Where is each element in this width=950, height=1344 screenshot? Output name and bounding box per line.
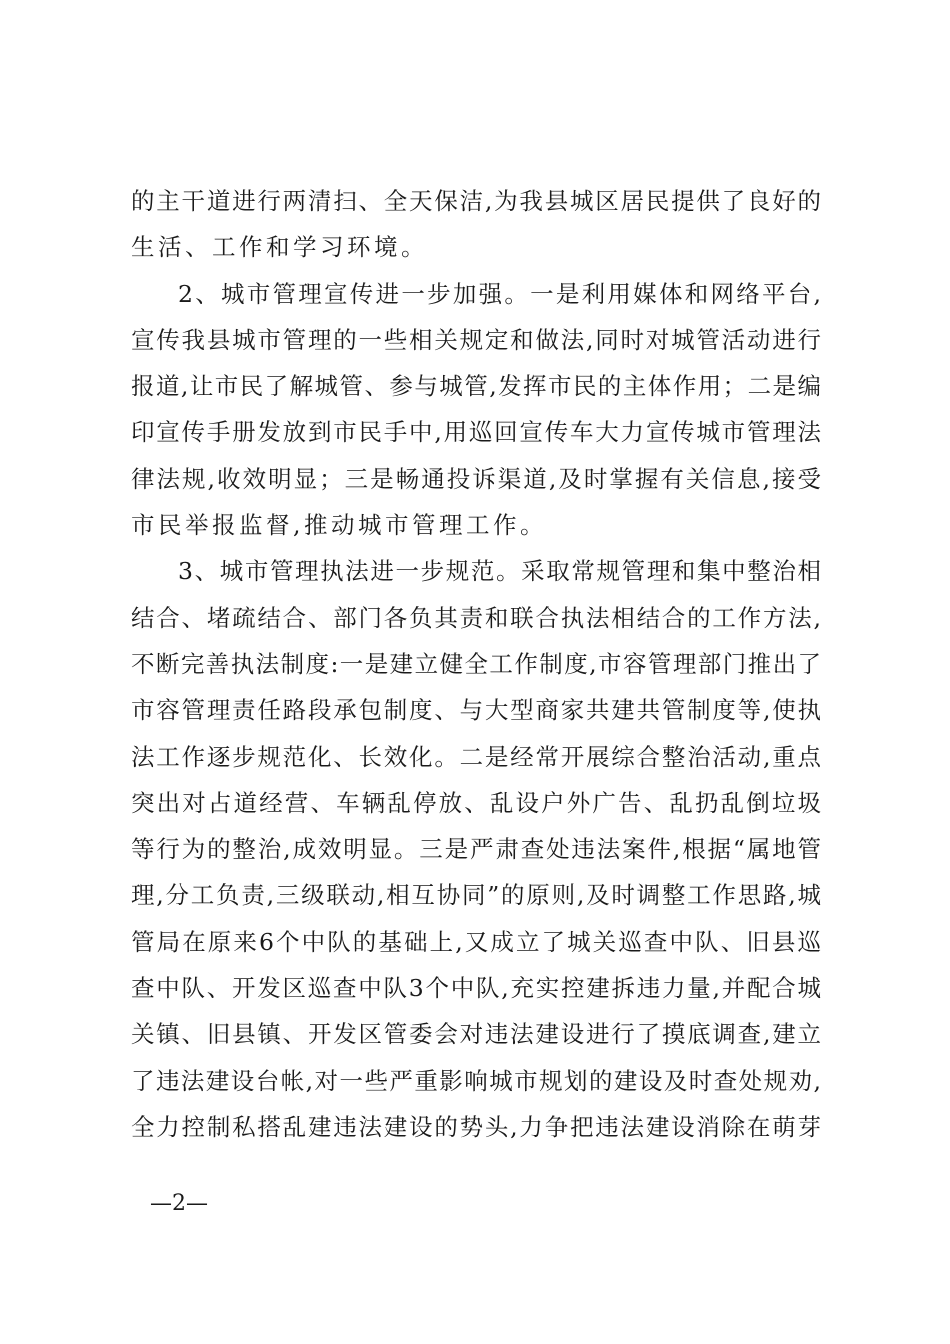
page-number: —2— [150,1191,208,1216]
text-line: 查中队、开发区巡查中队3个中队,充实控建拆违力量,并配合城 [131,974,821,1003]
text-line: 理,分工负责,三级联动,相互协同”的原则,及时调整工作思路,城 [131,881,821,910]
text-line: 律法规,收效明显；三是畅通投诉渠道,及时掌握有关信息,接受 [131,464,821,493]
body-text [131,178,821,1150]
text-line: 了违法建设台帐,对一些严重影响城市规划的建设及时查处规劝, [131,1066,821,1095]
text-line: 关镇、旧县镇、开发区管委会对违法建设进行了摸底调查,建立 [131,1020,821,1049]
text-line: 不断完善执法制度:一是建立健全工作制度,市容管理部门推出了 [131,649,821,678]
paragraph-start-line: 2、城市管理宣传进一步加强。一是利用媒体和网络平台, [178,279,821,308]
text-line: 等行为的整治,成效明显。三是严肃查处违法案件,根据“属地管 [131,835,821,864]
text-line: 的主干道进行两清扫、全天保洁,为我县城区居民提供了良好的 [131,187,821,215]
text-line: 全力控制私搭乱建违法建设的势头,力争把违法建设消除在萌芽 [131,1112,821,1141]
text-line: 宣传我县城市管理的一些相关规定和做法,同时对城管活动进行 [131,325,821,354]
text-line: 市民举报监督,推动城市管理工作。 [131,511,547,540]
text-line: 印宣传手册发放到市民手中,用巡回宣传车大力宣传城市管理法 [131,418,821,447]
text-line: 法工作逐步规范化、长效化。二是经常开展综合整治活动,重点 [131,742,821,771]
text-line: 结合、堵疏结合、部门各负其责和联合执法相结合的工作方法, [131,603,821,632]
text-line: 管局在原来6个中队的基础上,又成立了城关巡查中队、旧县巡 [131,927,821,956]
text-line: 市容管理责任路段承包制度、与大型商家共建共管制度等,使执 [131,696,821,725]
paragraph-start-line: 3、城市管理执法进一步规范。采取常规管理和集中整治相 [178,557,821,586]
text-line: 报道,让市民了解城管、参与城管,发挥市民的主体作用；二是编 [131,372,821,401]
text-line: 生活、工作和学习环境。 [131,233,428,262]
text-line: 突出对占道经营、车辆乱停放、乱设户外广告、乱扔乱倒垃圾 [131,788,821,817]
